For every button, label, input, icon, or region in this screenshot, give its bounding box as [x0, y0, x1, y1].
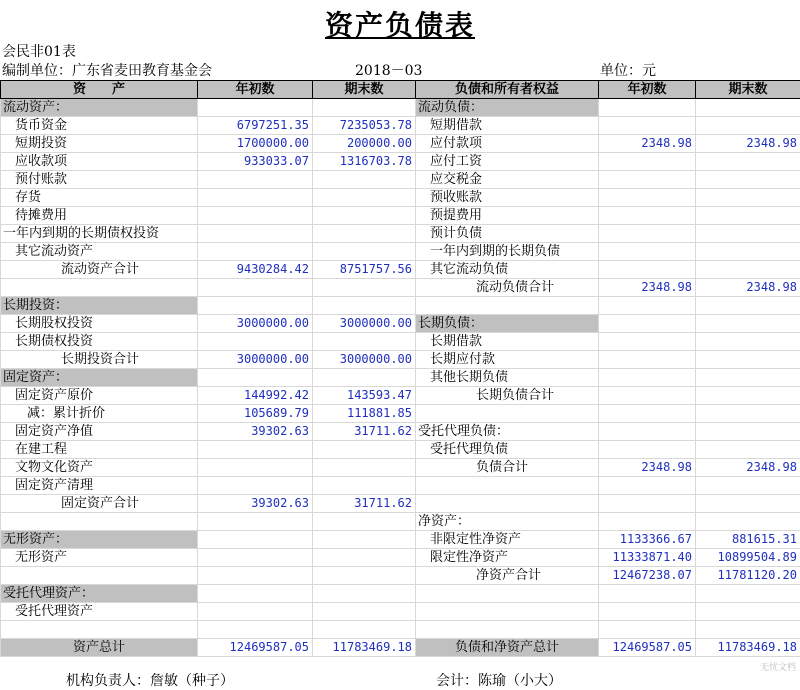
asset-end: 3000000.00 [313, 351, 416, 369]
asset-end: 1316703.78 [313, 153, 416, 171]
liability-end [696, 621, 800, 639]
liability-end: 2348.98 [696, 135, 800, 153]
liability-end [696, 315, 800, 333]
liability-begin [599, 405, 696, 423]
header-liab-end: 期末数 [696, 81, 800, 99]
liability-end [696, 261, 800, 279]
liability-label [416, 495, 599, 513]
asset-begin [198, 369, 313, 387]
asset-begin: 144992.42 [198, 387, 313, 405]
asset-label: 流动资产合计 [1, 261, 198, 279]
asset-begin [198, 243, 313, 261]
asset-label: 固定资产净值 [1, 423, 198, 441]
asset-end: 143593.47 [313, 387, 416, 405]
liability-label: 短期借款 [416, 117, 599, 135]
asset-begin: 933033.07 [198, 153, 313, 171]
period: 2018－03 [355, 63, 422, 79]
table-row [1, 387, 800, 405]
liability-begin: 2348.98 [599, 459, 696, 477]
table-row [1, 279, 800, 297]
liability-end [696, 333, 800, 351]
asset-label: 减：累计折价 [1, 405, 198, 423]
asset-label: 存货 [1, 189, 198, 207]
asset-begin [198, 99, 313, 117]
asset-end [313, 207, 416, 225]
liability-label [416, 405, 599, 423]
liability-begin [599, 495, 696, 513]
table-row [1, 207, 800, 225]
asset-end [313, 531, 416, 549]
asset-label: 货币资金 [1, 117, 198, 135]
table-row [1, 495, 800, 513]
liability-end [696, 99, 800, 117]
liability-end [696, 387, 800, 405]
liability-begin [599, 207, 696, 225]
liability-label: 预提费用 [416, 207, 599, 225]
liability-end: 11783469.18 [696, 638, 800, 656]
liability-label: 受托代理负债 [416, 441, 599, 459]
liability-begin [599, 153, 696, 171]
liability-end [696, 405, 800, 423]
asset-begin [198, 567, 313, 585]
asset-end [313, 567, 416, 585]
table-row [1, 243, 800, 261]
asset-begin [198, 621, 313, 639]
liability-label: 长期负债合计 [416, 387, 599, 405]
asset-end [313, 333, 416, 351]
liability-begin [599, 243, 696, 261]
table-row [1, 315, 800, 333]
asset-end [313, 603, 416, 621]
asset-end [313, 225, 416, 243]
liability-end [696, 243, 800, 261]
liability-end [696, 477, 800, 495]
liability-begin: 2348.98 [599, 279, 696, 297]
asset-begin [198, 585, 313, 603]
liability-begin [599, 603, 696, 621]
asset-begin: 12469587.05 [198, 638, 313, 656]
liability-end: 2348.98 [696, 459, 800, 477]
liability-label [416, 603, 599, 621]
liability-end [696, 297, 800, 315]
liability-begin: 11333871.40 [599, 549, 696, 567]
table-header-row [1, 81, 800, 99]
liability-begin [599, 117, 696, 135]
liability-begin [599, 261, 696, 279]
liability-label: 长期负债： [416, 315, 599, 333]
asset-end: 3000000.00 [313, 315, 416, 333]
asset-begin [198, 459, 313, 477]
liability-begin [599, 477, 696, 495]
liability-begin [599, 333, 696, 351]
liability-end [696, 603, 800, 621]
asset-end [313, 441, 416, 459]
asset-label: 受托代理资产： [1, 585, 198, 603]
table-row [1, 405, 800, 423]
asset-end [313, 189, 416, 207]
asset-begin [198, 189, 313, 207]
header-liab-begin: 年初数 [599, 81, 696, 99]
liability-label: 限定性净资产 [416, 549, 599, 567]
asset-label: 固定资产： [1, 369, 198, 387]
asset-label: 长期投资合计 [1, 351, 198, 369]
asset-end: 31711.62 [313, 495, 416, 513]
asset-label: 短期投资 [1, 135, 198, 153]
liability-label [416, 477, 599, 495]
footer-accountant: 会计：陈瑜（小大） [436, 670, 562, 690]
liability-begin [599, 369, 696, 387]
asset-label: 资产总计 [1, 638, 198, 656]
liability-begin [599, 387, 696, 405]
asset-begin [198, 297, 313, 315]
liability-label: 其它流动负债 [416, 261, 599, 279]
asset-end: 7235053.78 [313, 117, 416, 135]
table-row [1, 261, 800, 279]
asset-label: 其它流动资产 [1, 243, 198, 261]
table-row [1, 638, 800, 656]
table-row [1, 603, 800, 621]
header-asset-end: 期末数 [313, 81, 416, 99]
liability-end [696, 351, 800, 369]
asset-end [313, 279, 416, 297]
liability-end [696, 585, 800, 603]
asset-end [313, 171, 416, 189]
liability-begin: 2348.98 [599, 135, 696, 153]
asset-label [1, 279, 198, 297]
liability-end [696, 513, 800, 531]
asset-begin: 1700000.00 [198, 135, 313, 153]
asset-begin [198, 441, 313, 459]
asset-begin [198, 513, 313, 531]
liability-begin [599, 189, 696, 207]
table-row [1, 477, 800, 495]
asset-label: 一年内到期的长期债权投资 [1, 225, 198, 243]
liability-begin [599, 351, 696, 369]
liability-end [696, 153, 800, 171]
asset-label: 在建工程 [1, 441, 198, 459]
liability-end [696, 441, 800, 459]
asset-begin [198, 207, 313, 225]
asset-end: 8751757.56 [313, 261, 416, 279]
liability-begin [599, 423, 696, 441]
liability-begin [599, 297, 696, 315]
liability-label: 长期应付款 [416, 351, 599, 369]
liability-end: 881615.31 [696, 531, 800, 549]
table-row [1, 369, 800, 387]
table-row [1, 423, 800, 441]
table-row [1, 153, 800, 171]
liability-label: 应交税金 [416, 171, 599, 189]
liability-end: 2348.98 [696, 279, 800, 297]
liability-end [696, 423, 800, 441]
asset-label: 长期债权投资 [1, 333, 198, 351]
asset-end [313, 243, 416, 261]
table-row [1, 171, 800, 189]
liability-label [416, 297, 599, 315]
liability-end [696, 225, 800, 243]
balance-sheet-table [0, 80, 800, 657]
header-liabilities: 负债和所有者权益 [416, 81, 599, 99]
liability-label: 净资产合计 [416, 567, 599, 585]
liability-label: 非限定性净资产 [416, 531, 599, 549]
asset-begin [198, 531, 313, 549]
liability-begin: 1133366.67 [599, 531, 696, 549]
table-row [1, 531, 800, 549]
table-row [1, 441, 800, 459]
unit-label: 编制单位：广东省麦田教育基金会 [2, 63, 212, 79]
liability-end: 11781120.20 [696, 567, 800, 585]
header-asset-begin: 年初数 [198, 81, 313, 99]
liability-end [696, 207, 800, 225]
table-row [1, 513, 800, 531]
asset-end [313, 459, 416, 477]
asset-label: 待摊费用 [1, 207, 198, 225]
asset-begin [198, 477, 313, 495]
liability-begin: 12469587.05 [599, 638, 696, 656]
liability-label: 其他长期负债 [416, 369, 599, 387]
asset-end [313, 621, 416, 639]
asset-begin: 105689.79 [198, 405, 313, 423]
asset-end: 31711.62 [313, 423, 416, 441]
asset-label: 长期投资： [1, 297, 198, 315]
asset-label: 受托代理资产 [1, 603, 198, 621]
liability-end [696, 171, 800, 189]
asset-end [313, 369, 416, 387]
liability-begin [599, 621, 696, 639]
asset-label: 固定资产合计 [1, 495, 198, 513]
asset-label [1, 513, 198, 531]
asset-end [313, 297, 416, 315]
asset-label: 长期股权投资 [1, 315, 198, 333]
liability-begin [599, 585, 696, 603]
table-row [1, 225, 800, 243]
liability-label [416, 585, 599, 603]
liability-begin: 12467238.07 [599, 567, 696, 585]
asset-end: 111881.85 [313, 405, 416, 423]
table-row [1, 549, 800, 567]
table-row [1, 567, 800, 585]
liability-label: 负债和净资产总计 [416, 638, 599, 656]
liability-label: 预收账款 [416, 189, 599, 207]
liability-label: 应付款项 [416, 135, 599, 153]
liability-end: 10899504.89 [696, 549, 800, 567]
liability-label: 流动负债合计 [416, 279, 599, 297]
asset-begin: 3000000.00 [198, 351, 313, 369]
asset-label: 无形资产： [1, 531, 198, 549]
asset-label: 流动资产： [1, 99, 198, 117]
table-row [1, 99, 800, 117]
asset-begin: 6797251.35 [198, 117, 313, 135]
asset-begin: 3000000.00 [198, 315, 313, 333]
asset-end [313, 99, 416, 117]
table-row [1, 621, 800, 639]
watermark: 无忧文档 [760, 660, 796, 673]
table-row [1, 351, 800, 369]
asset-begin: 39302.63 [198, 495, 313, 513]
header-assets: 资 产 [1, 81, 198, 99]
table-row [1, 135, 800, 153]
liability-label: 长期借款 [416, 333, 599, 351]
table-row [1, 117, 800, 135]
asset-begin [198, 171, 313, 189]
liability-begin [599, 171, 696, 189]
liability-label: 预计负债 [416, 225, 599, 243]
asset-label [1, 621, 198, 639]
asset-label: 文物文化资产 [1, 459, 198, 477]
asset-label [1, 567, 198, 585]
asset-begin [198, 549, 313, 567]
liability-begin [599, 225, 696, 243]
liability-label: 负债合计 [416, 459, 599, 477]
liability-end [696, 189, 800, 207]
liability-label: 净资产： [416, 513, 599, 531]
table-body [1, 99, 800, 657]
report-title: 资产负债表 [0, 4, 800, 44]
asset-begin: 39302.63 [198, 423, 313, 441]
asset-begin [198, 333, 313, 351]
liability-label: 应付工资 [416, 153, 599, 171]
liability-label: 一年内到期的长期负债 [416, 243, 599, 261]
asset-end: 11783469.18 [313, 638, 416, 656]
table-row [1, 189, 800, 207]
liability-begin [599, 315, 696, 333]
asset-begin [198, 603, 313, 621]
liability-end [696, 369, 800, 387]
liability-end [696, 495, 800, 513]
asset-end: 200000.00 [313, 135, 416, 153]
asset-label: 固定资产清理 [1, 477, 198, 495]
asset-begin: 9430284.42 [198, 261, 313, 279]
liability-label: 受托代理负债： [416, 423, 599, 441]
asset-end [313, 585, 416, 603]
table-row [1, 459, 800, 477]
liability-begin [599, 99, 696, 117]
table-row [1, 585, 800, 603]
asset-label: 固定资产原价 [1, 387, 198, 405]
footer-head: 机构负责人：詹敏（种子） [66, 670, 234, 690]
asset-label: 应收款项 [1, 153, 198, 171]
liability-begin [599, 513, 696, 531]
asset-begin [198, 279, 313, 297]
table-row [1, 333, 800, 351]
liability-end [696, 117, 800, 135]
liability-begin [599, 441, 696, 459]
form-code: 会民非01表 [2, 44, 76, 60]
currency-unit: 单位：元 [600, 63, 656, 79]
asset-end [313, 513, 416, 531]
asset-label: 无形资产 [1, 549, 198, 567]
asset-begin [198, 225, 313, 243]
liability-label: 流动负债： [416, 99, 599, 117]
asset-end [313, 477, 416, 495]
liability-label [416, 621, 599, 639]
table-row [1, 297, 800, 315]
asset-label: 预付账款 [1, 171, 198, 189]
asset-end [313, 549, 416, 567]
